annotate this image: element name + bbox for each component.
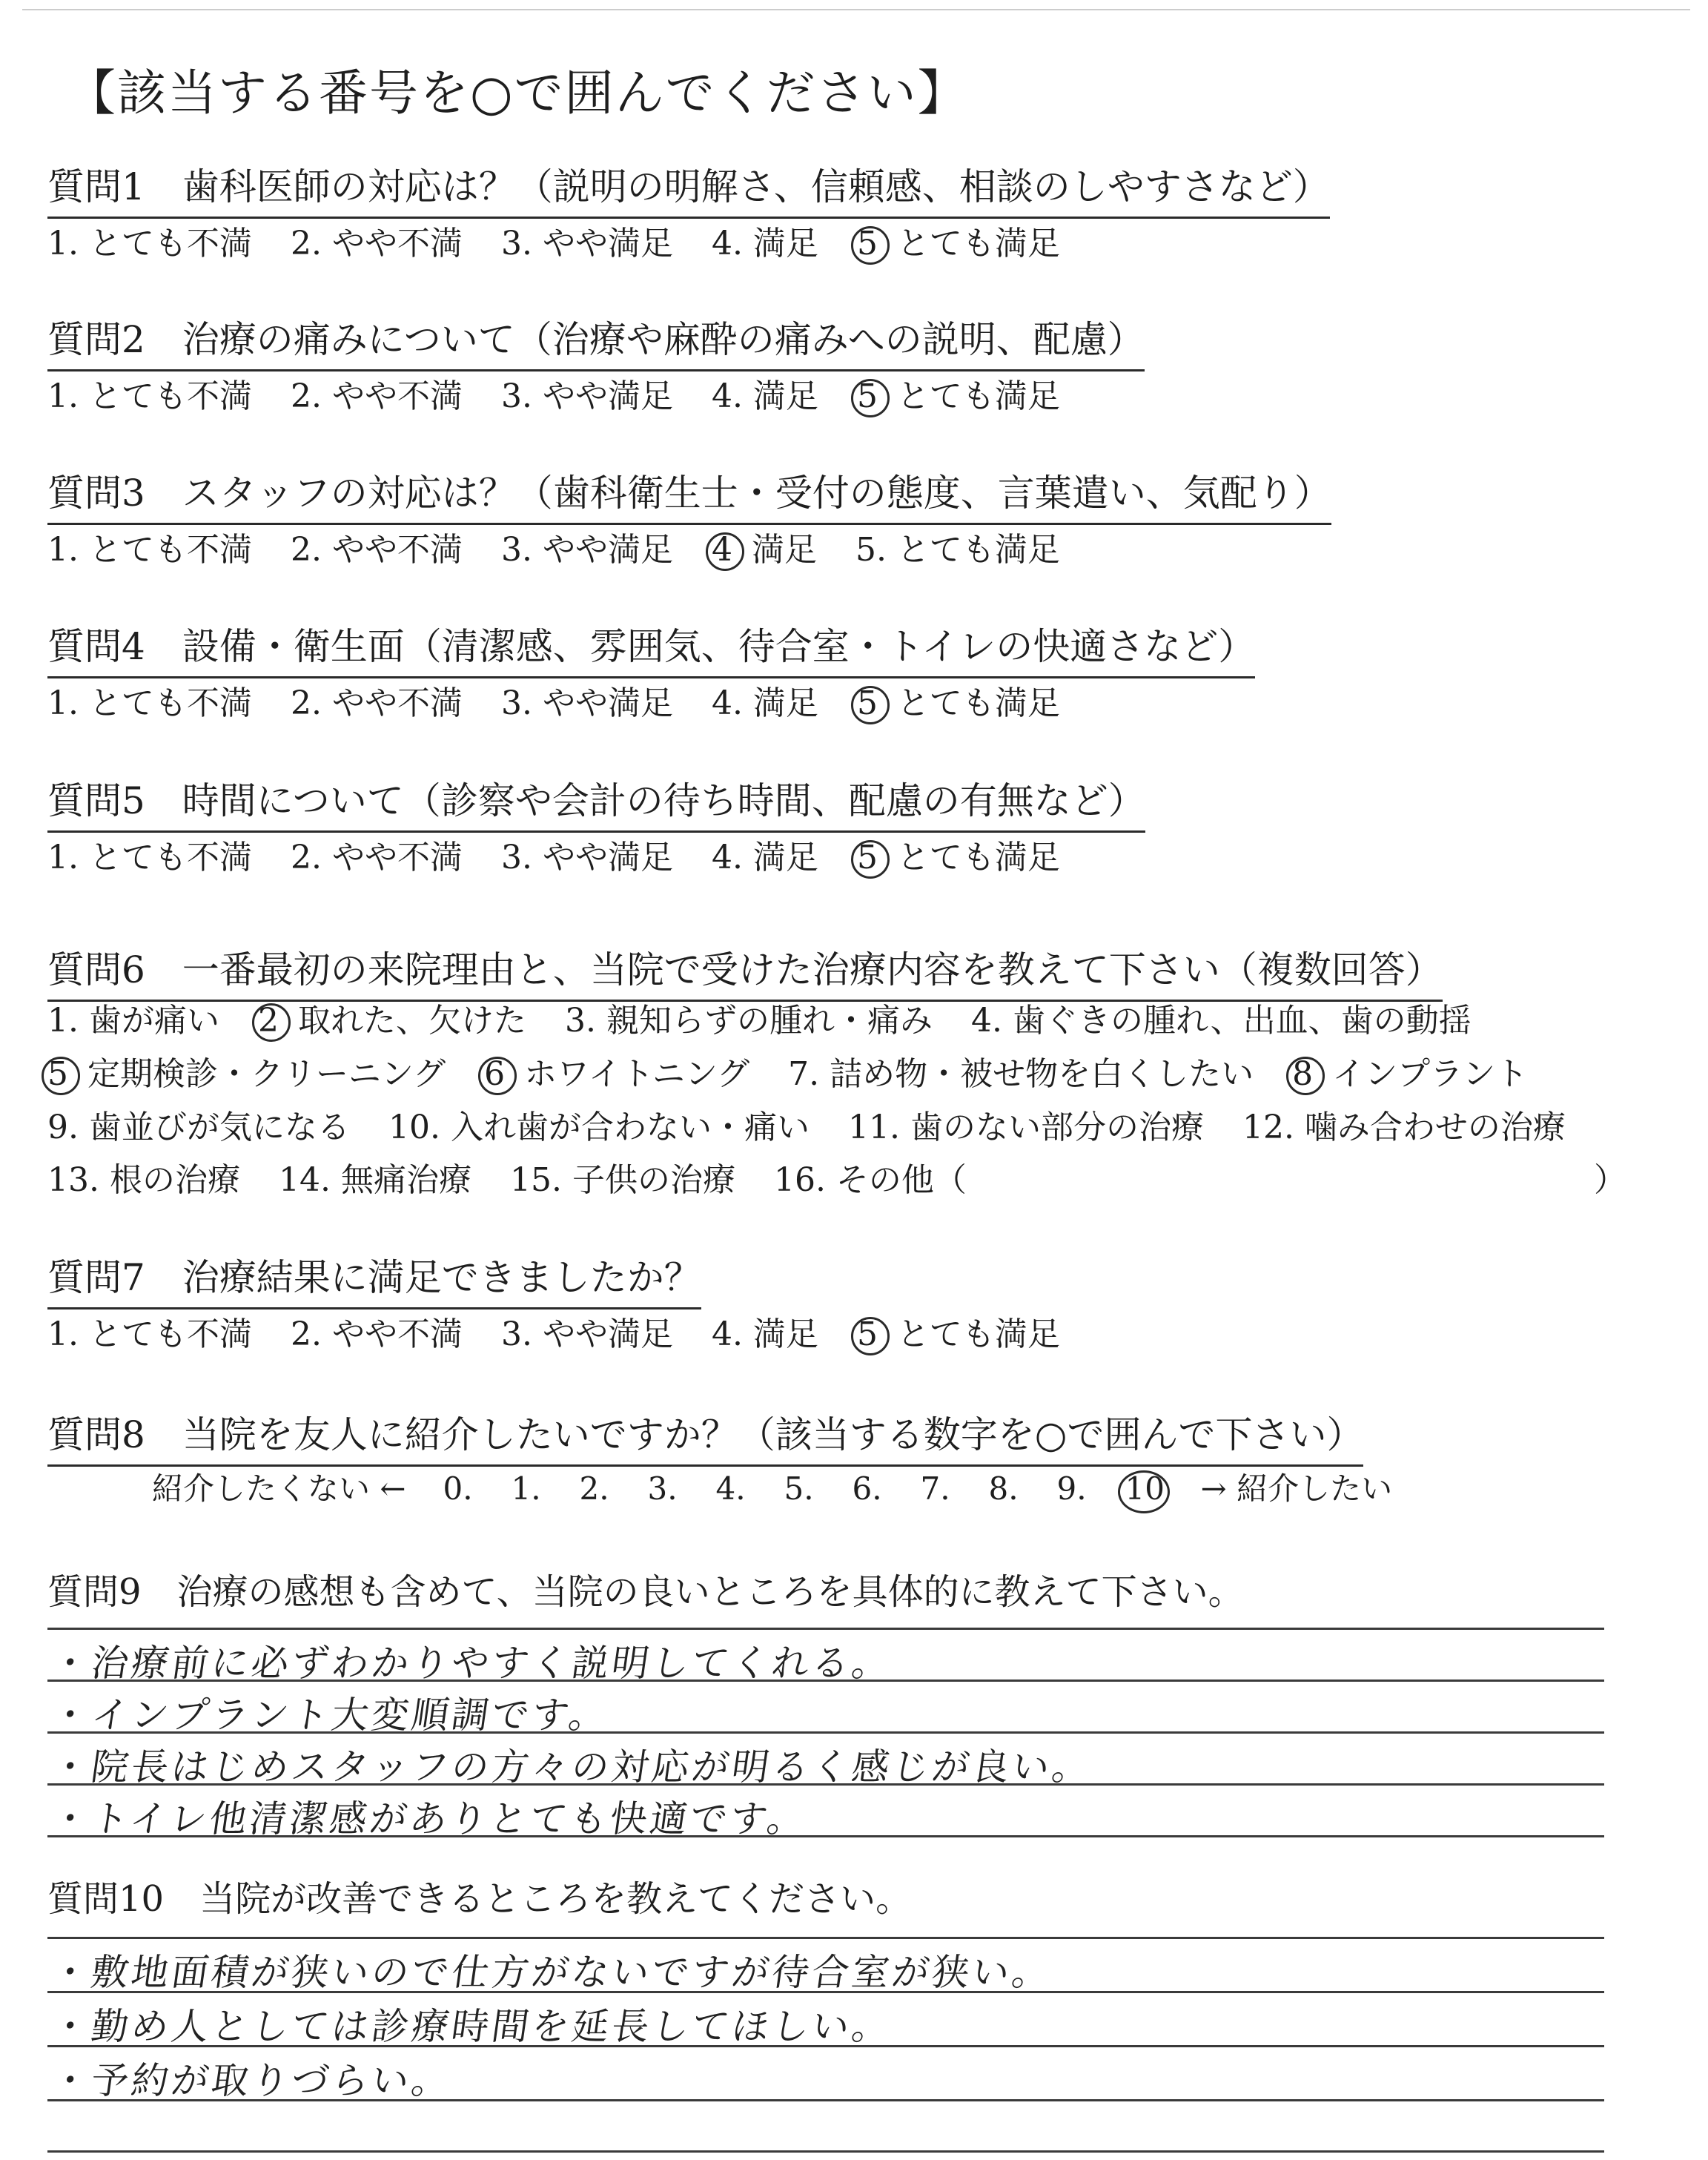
q3-options (47, 523, 1060, 570)
q4-option-label: やや不満 (321, 684, 463, 722)
q6-option[interactable] (788, 1047, 1254, 1094)
q6-option[interactable] (47, 994, 219, 1041)
q2-option-5[interactable] (857, 369, 1060, 417)
q6-option-label: その他（ (825, 1161, 967, 1199)
q1-option-number: 3. (500, 225, 532, 262)
q6-row-3 (47, 1100, 1566, 1148)
q6-option[interactable] (258, 994, 526, 1041)
q10-handwritten-answer: ・敷地面積が狭いので仕方がないですが待合室が狭い。 (48, 1951, 1056, 1994)
q6-option[interactable] (565, 994, 933, 1041)
q6-option[interactable] (510, 1153, 735, 1200)
q4-options (47, 676, 1060, 724)
q1-option-label: やや満足 (532, 225, 673, 262)
q2-option-1[interactable] (47, 369, 252, 417)
q3-option-label: やや満足 (532, 531, 673, 569)
q3-option-number: 2. (290, 531, 322, 569)
q1-option-label: とても不満 (78, 225, 252, 262)
q6-option-label: 入れ歯が合わない・痛い (440, 1109, 810, 1146)
q5-option-3[interactable] (501, 830, 673, 878)
q9-answer-line (47, 1628, 1604, 1630)
q6-option[interactable] (47, 1100, 350, 1148)
q6-option-number: 5 (47, 1055, 77, 1093)
q6-option[interactable] (848, 1100, 1204, 1148)
q3-option-2[interactable] (291, 523, 463, 570)
q5-option-2[interactable] (291, 830, 463, 878)
q6-option-number: 6 (484, 1055, 514, 1093)
q6-option-label: 歯ぐきの腫れ、出血、歯の動揺 (1002, 1002, 1472, 1040)
q6-option-number: 2 (258, 1002, 288, 1040)
q4-option-number: 2. (290, 684, 322, 722)
q3-option-number: 5. (855, 531, 887, 569)
q6-option-label: 取れた、欠けた (287, 1002, 526, 1040)
page-header: 【該当する番号を○で囲んでください】 (67, 65, 968, 122)
q9-handwritten-answer: ・インプラント大変順調です。 (48, 1694, 612, 1737)
q6-option-label: 歯並びが気になる (78, 1109, 350, 1146)
q3-option-label: とても不満 (78, 531, 252, 569)
q7-option-label: とても不満 (78, 1315, 252, 1353)
q6-option-number: 10. (388, 1109, 440, 1146)
q6-option-number: 7. (788, 1055, 820, 1093)
q3-option-1[interactable] (47, 523, 252, 570)
q8-right-label: → 紹介したい (1200, 1470, 1393, 1507)
q1-option-number: 1. (47, 225, 79, 262)
q6-option-number: 12. (1242, 1109, 1294, 1146)
q5-option-5[interactable] (857, 830, 1060, 878)
q2-option-number: 3. (500, 377, 532, 415)
q8-scale-value[interactable]: 6. (852, 1470, 882, 1507)
q6-row-4 (47, 1153, 967, 1200)
q2-option-label: 満足 (742, 377, 818, 415)
q7-option-1[interactable] (47, 1307, 252, 1355)
q4-option-label: とても不満 (78, 684, 252, 722)
q3-option-number: 4 (712, 531, 741, 569)
q4-option-label: やや満足 (532, 684, 673, 722)
q6-option-number: 13. (47, 1161, 99, 1199)
q8-scale-value[interactable]: 0. (443, 1470, 473, 1507)
q7-option-number: 3. (500, 1315, 532, 1353)
q3-option-5[interactable] (855, 523, 1060, 570)
q6-option[interactable] (971, 994, 1472, 1041)
q1-option-label: やや不満 (321, 225, 463, 262)
q8-scale-value[interactable]: 8. (988, 1470, 1019, 1507)
q7-option-number: 2. (290, 1315, 322, 1353)
q6-option-label: インプラント (1322, 1055, 1529, 1093)
q5-option-number: 5 (857, 839, 887, 876)
q8-scale-value[interactable]: 10 (1125, 1470, 1194, 1507)
q7-option-3[interactable] (501, 1307, 673, 1355)
q6-option[interactable] (47, 1047, 446, 1094)
q5-option-label: とても満足 (886, 839, 1060, 876)
q6-option-number: 8 (1292, 1055, 1322, 1093)
q4-option-number: 1. (47, 684, 79, 722)
q8-ticks (443, 1470, 1194, 1507)
q4-option-label: とても満足 (886, 684, 1060, 722)
q7-option-label: やや満足 (532, 1315, 673, 1353)
q6-option[interactable] (484, 1047, 749, 1094)
q5-option-4[interactable] (712, 830, 818, 878)
q10-handwritten-answer: ・予約が取りづらい。 (48, 2059, 455, 2102)
q6-option-label: 根の治療 (99, 1161, 240, 1199)
q5-option-number: 4. (711, 839, 743, 876)
q6-option[interactable] (388, 1100, 810, 1148)
q8-scale-value[interactable]: 9. (1056, 1470, 1087, 1507)
q4-option-4[interactable] (712, 676, 818, 724)
q6-option[interactable] (47, 1153, 240, 1200)
q4-option-label: 満足 (742, 684, 818, 722)
q5-options (47, 830, 1060, 878)
q2-option-number: 5 (857, 377, 887, 415)
q6-option-label: ホワイトニング (514, 1055, 750, 1093)
q2-option-4[interactable] (712, 369, 818, 417)
q6-option-label: 定期検診・クリーニング (77, 1055, 446, 1093)
q3-title: 質問3 スタッフの対応は？（歯科衛生士・受付の態度、言葉遣い、気配り） (47, 463, 1331, 525)
q1-option-number: 4. (711, 225, 743, 262)
q8-scale-value[interactable]: 7. (920, 1470, 950, 1507)
q7-option-number: 1. (47, 1315, 79, 1353)
q7-option-label: やや不満 (321, 1315, 463, 1353)
q2-options (47, 369, 1060, 417)
q9-title: 質問9 治療の感想も含めて、当院の良いところを具体的に教えて下さい。 (47, 1571, 1244, 1613)
q1-option-label: 満足 (742, 225, 818, 262)
q3-option-label: やや不満 (321, 531, 463, 569)
q8-scale (152, 1464, 1392, 1509)
q5-option-number: 1. (47, 839, 79, 876)
q2-option-label: とても不満 (78, 377, 252, 415)
q7-option-number: 5 (857, 1315, 887, 1353)
q4-option-1[interactable] (47, 676, 252, 724)
q7-option-label: 満足 (742, 1315, 818, 1353)
q7-options (47, 1307, 1060, 1355)
q6-option-number: 1. (47, 1002, 79, 1040)
q5-option-label: やや満足 (532, 839, 673, 876)
q3-option-3[interactable] (501, 523, 673, 570)
q1-option-number: 5 (857, 225, 887, 262)
q6-option-number: 14. (278, 1161, 331, 1199)
q8-scale-value[interactable]: 2. (579, 1470, 609, 1507)
q7-option-label: とても満足 (886, 1315, 1060, 1353)
q3-option-4[interactable] (712, 523, 817, 570)
q4-option-5[interactable] (857, 676, 1060, 724)
q4-option-number: 3. (500, 684, 532, 722)
q6-option[interactable] (1292, 1047, 1528, 1094)
q6-option[interactable] (774, 1153, 967, 1200)
q10-answer-line (47, 1937, 1604, 1939)
q6-option[interactable] (279, 1153, 471, 1200)
page-top-edge (22, 9, 1690, 10)
q6-row-1 (47, 994, 1472, 1041)
q8-scale-value[interactable]: 4. (715, 1470, 746, 1507)
q4-option-2[interactable] (291, 676, 463, 724)
q1-option-5[interactable] (857, 217, 1060, 264)
q4-option-3[interactable] (501, 676, 673, 724)
q5-option-1[interactable] (47, 830, 252, 878)
q6-option-number: 3. (564, 1002, 596, 1040)
q6-option-label: 歯のない部分の治療 (899, 1109, 1204, 1146)
q2-option-number: 1. (47, 377, 79, 415)
q2-option-number: 4. (711, 377, 743, 415)
q6-option-number: 11. (847, 1109, 900, 1146)
q7-option-number: 4. (711, 1315, 743, 1353)
q2-option-label: やや満足 (532, 377, 673, 415)
q6-option-label: 親知らずの腫れ・痛み (595, 1002, 933, 1040)
q1-option-number: 2. (290, 225, 322, 262)
q1-option-3[interactable] (501, 217, 673, 264)
q6-option-label: 噛み合わせの治療 (1294, 1109, 1566, 1146)
q6-option-label: 歯が痛い (78, 1002, 219, 1040)
q5-option-number: 2. (290, 839, 322, 876)
q6-option-label: 詰め物・被せ物を白くしたい (819, 1055, 1254, 1093)
q9-handwritten-answer: ・トイレ他清潔感がありとても快適です。 (48, 1797, 811, 1840)
q2-option-3[interactable] (501, 369, 673, 417)
q6-option-label: 無痛治療 (330, 1161, 471, 1199)
q6-option-number: 9. (47, 1109, 79, 1146)
q5-option-label: とても不満 (78, 839, 252, 876)
q2-title: 質問2 治療の痛みについて（治療や麻酔の痛みへの説明、配慮） (47, 310, 1145, 371)
q10-title: 質問10 当院が改善できるところを教えてください。 (47, 1878, 912, 1920)
q5-title: 質問5 時間について（診察や会計の待ち時間、配慮の有無など） (47, 771, 1145, 833)
q3-option-number: 3. (500, 531, 532, 569)
q7-title: 質問7 治療結果に満足できましたか？ (47, 1248, 701, 1309)
q10-answer-line (47, 2150, 1604, 2153)
q4-option-number: 5 (857, 684, 887, 722)
q6-title: 質問6 一番最初の来院理由と、当院で受けた治療内容を教えて下さい（複数回答） (47, 940, 1443, 1002)
q6-close-paren: ） (1594, 1161, 1626, 1199)
q8-scale-value[interactable]: 3. (647, 1470, 678, 1507)
q5-option-label: 満足 (742, 839, 818, 876)
q9-handwritten-answer: ・治療前に必ずわかりやすく説明してくれる。 (48, 1642, 896, 1685)
q4-title: 質問4 設備・衛生面（清潔感、雰囲気、待合室・トイレの快適さなど） (47, 617, 1255, 678)
q2-option-2[interactable] (291, 369, 463, 417)
q8-left-label: 紹介したくない ← (152, 1470, 406, 1507)
q7-option-2[interactable] (291, 1307, 463, 1355)
q8-title: 質問8 当院を友人に紹介したいですか？（該当する数字を○で囲んで下さい） (47, 1405, 1363, 1467)
q6-option-number: 16. (773, 1161, 826, 1199)
q2-option-label: やや不満 (321, 377, 463, 415)
q6-option-number: 15. (509, 1161, 562, 1199)
q6-row-2 (47, 1047, 1528, 1094)
q4-option-number: 4. (711, 684, 743, 722)
q7-option-5[interactable] (857, 1307, 1060, 1355)
q1-title: 質問1 歯科医師の対応は？（説明の明解さ、信頼感、相談のしやすさなど） (47, 157, 1330, 219)
q5-option-number: 3. (500, 839, 532, 876)
q2-option-number: 2. (290, 377, 322, 415)
q10-handwritten-answer: ・勤め人としては診療時間を延長してほしい。 (48, 2005, 896, 2048)
q3-option-label: とても満足 (886, 531, 1060, 569)
q6-option[interactable] (1242, 1100, 1566, 1148)
q2-option-label: とても満足 (886, 377, 1060, 415)
q6-option-label: 子供の治療 (561, 1161, 735, 1199)
q7-option-4[interactable] (712, 1307, 818, 1355)
q1-option-2[interactable] (291, 217, 463, 264)
q9-handwritten-answer: ・院長はじめスタッフの方々の対応が明るく感じが良い。 (48, 1745, 1096, 1789)
q3-option-label: 満足 (741, 531, 817, 569)
q8-scale-value[interactable]: 1. (511, 1470, 541, 1507)
q5-option-label: やや不満 (321, 839, 463, 876)
q6-option-number: 4. (970, 1002, 1002, 1040)
q1-options (47, 217, 1060, 264)
q8-scale-value[interactable]: 5. (784, 1470, 814, 1507)
q3-option-number: 1. (47, 531, 79, 569)
q1-option-4[interactable] (712, 217, 818, 264)
q1-option-label: とても満足 (886, 225, 1060, 262)
q1-option-1[interactable] (47, 217, 252, 264)
